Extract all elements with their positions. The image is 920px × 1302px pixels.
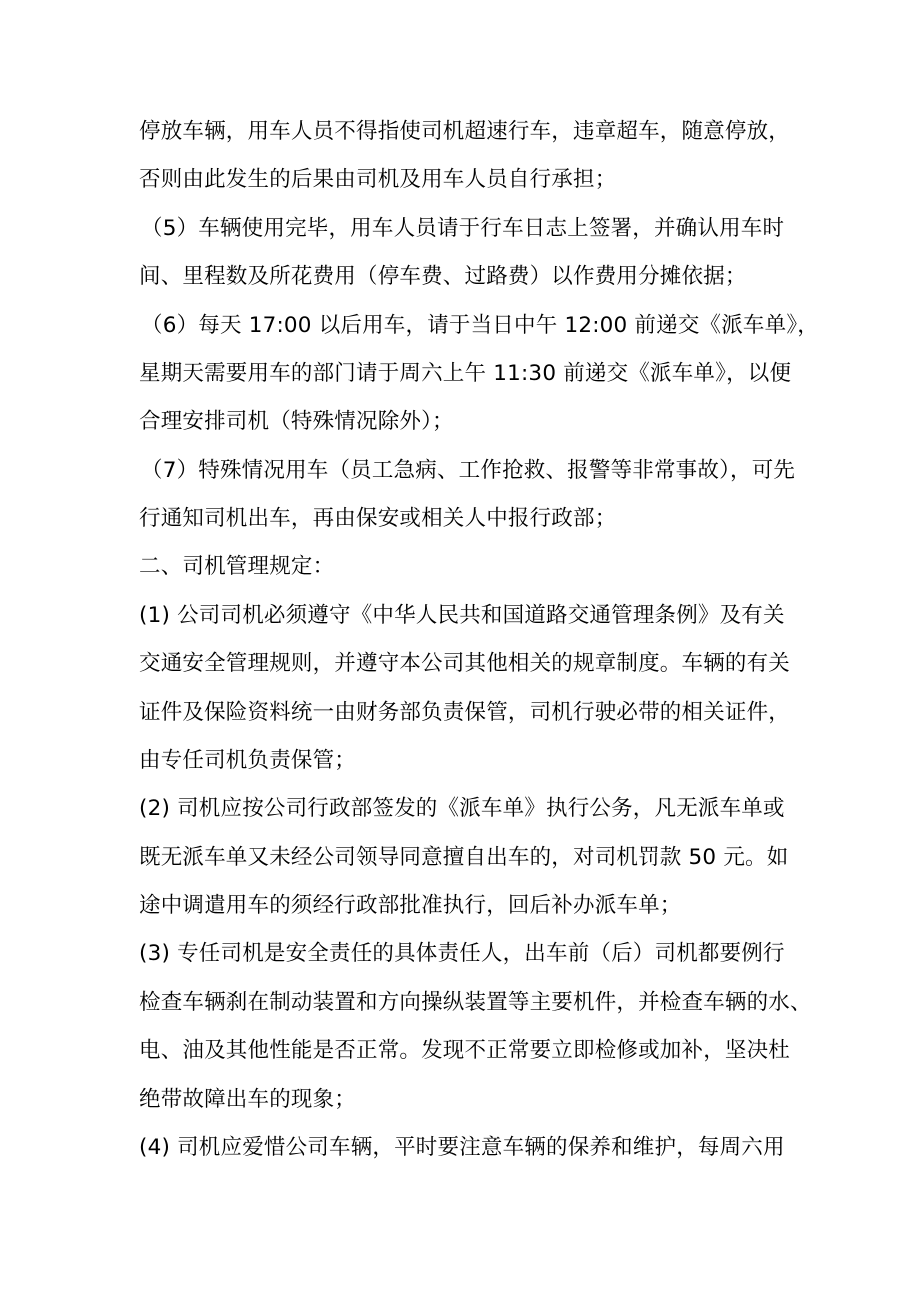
text-line-8: （7）特殊情况用车（员工急病、工作抢救、报警等非常事故），可先	[141, 458, 796, 483]
text-line-15: (2) 司机应按公司行政部签发的《派车单》执行公务，凡无派车单或	[139, 796, 785, 821]
text-line-9: 行通知司机出车，再由保安或相关人中报行政部；	[139, 506, 617, 531]
text-line-1: 停放车辆，用车人员不得指使司机超速行车，违章超车，随意停放，	[139, 119, 791, 144]
text-line-22: (4) 司机应爱惜公司车辆，平时要注意车辆的保养和维护，每周六用	[139, 1135, 785, 1160]
text-line-18: (3) 专任司机是安全责任的具体责任人，出车前（后）司机都要例行	[139, 941, 785, 966]
text-line-2: 否则由此发生的后果由司机及用车人员自行承担；	[139, 167, 617, 192]
text-line-5: （6）每天 17:00 以后用车，请于当日中午 12:00 前递交《派车单》，	[141, 313, 819, 338]
text-line-12: 交通安全管理规则，并遵守本公司其他相关的规章制度。车辆的有关	[139, 651, 791, 676]
text-line-3: （5）车辆使用完毕，用车人员请于行车日志上签署，并确认用车时	[141, 216, 785, 241]
text-line-19: 检查车辆刹在制动装置和方向操纵装置等主要机件，并检查车辆的水、	[139, 990, 812, 1015]
text-line-6: 星期天需要用车的部门请于周六上午 11:30 前递交《派车单》，以便	[139, 361, 792, 386]
section-heading: 二、司机管理规定：	[139, 554, 335, 579]
text-line-13: 证件及保险资料统一由财务部负责保管，司机行驶必带的相关证件，	[139, 700, 791, 725]
text-line-4: 间、里程数及所花费用（停车费、过路费）以作费用分摊依据；	[139, 264, 747, 289]
text-line-16: 既无派车单又未经公司领导同意擅自出车的，对司机罚款 50 元。如	[139, 845, 789, 870]
text-line-11: (1) 公司司机必须遵守《中华人民共和国道路交通管理条例》及有关	[139, 603, 785, 628]
text-line-21: 绝带故障出车的现象；	[139, 1087, 357, 1112]
text-line-20: 电、油及其他性能是否正常。发现不正常要立即检修或加补，坚决杜	[139, 1038, 791, 1063]
text-line-7: 合理安排司机（特殊情况除外）；	[139, 409, 454, 434]
text-line-17: 途中调遣用车的须经行政部批准执行，回后补办派车单；	[139, 893, 682, 918]
text-line-14: 由专任司机负责保管；	[139, 748, 357, 773]
